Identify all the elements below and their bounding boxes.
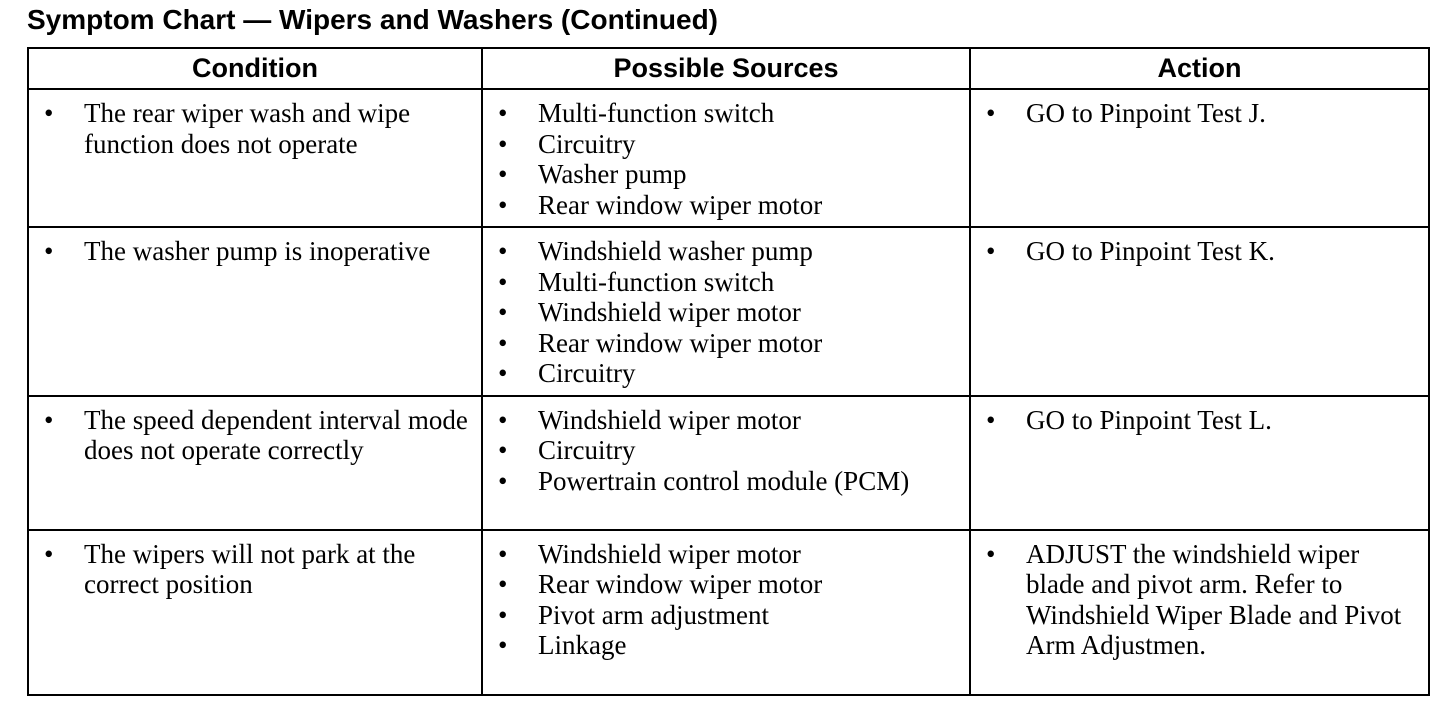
condition-cell <box>28 89 482 227</box>
list-item: • Multi-function switch <box>498 266 775 297</box>
list-item: • Pivot arm adjustment <box>498 599 769 630</box>
table-row <box>28 396 1429 530</box>
bullet-icon: • <box>498 404 508 435</box>
bullet-icon: • <box>498 327 508 358</box>
sources-cell <box>482 396 970 530</box>
bullet-icon: • <box>498 266 508 297</box>
bullet-icon: • <box>498 538 508 569</box>
condition-cell <box>28 227 482 396</box>
list-item: • ADJUST the windshield wiper blade and pivot arm. Refer to Windshield Wiper Blade and Pivot Arm Adjustmen. <box>986 538 1402 660</box>
bullet-icon: • <box>498 599 508 630</box>
chart-title: Symptom Chart — Wipers and Washers (Continued) <box>27 4 718 35</box>
list-item: • GO to Pinpoint Test L. <box>986 404 1272 435</box>
header-action: Action <box>970 48 1429 89</box>
list-item: • GO to Pinpoint Test J. <box>986 98 1266 128</box>
header-row <box>28 48 1429 89</box>
list-item: • Windshield washer pump <box>498 236 813 266</box>
bullet-icon: • <box>986 404 996 435</box>
bullet-icon: • <box>498 630 508 660</box>
table-row <box>28 89 1429 227</box>
header-condition: Condition <box>28 48 482 89</box>
condition-cell <box>28 396 482 530</box>
table-row <box>28 227 1429 396</box>
bullet-icon: • <box>498 236 508 266</box>
sources-cell <box>482 89 970 227</box>
list-item: • Washer pump <box>498 159 687 189</box>
list-item: • The rear wiper wash and wipe function does not operate <box>44 98 411 159</box>
sources-cell <box>482 227 970 396</box>
list-item: • Linkage <box>498 630 627 660</box>
list-item: • Windshield wiper motor <box>498 297 801 327</box>
list-item: • Circuitry <box>498 435 636 465</box>
list-item: • Windshield wiper motor <box>498 538 801 569</box>
table-row <box>28 530 1429 695</box>
bullet-icon: • <box>986 98 996 128</box>
list-item: • Circuitry <box>498 358 636 388</box>
list-item: • Rear window wiper motor <box>498 189 823 220</box>
bullet-icon: • <box>44 98 54 128</box>
action-cell <box>970 530 1429 695</box>
list-item: • GO to Pinpoint Test K. <box>986 236 1275 266</box>
sources-cell <box>482 530 970 695</box>
action-cell <box>970 227 1429 396</box>
list-item: • Circuitry <box>498 128 636 159</box>
list-item: • The washer pump is inoperative <box>44 236 431 266</box>
bullet-icon: • <box>498 189 508 220</box>
bullet-icon: • <box>498 569 508 599</box>
bullet-icon: • <box>498 297 508 327</box>
bullet-icon: • <box>498 98 508 128</box>
list-item: • Powertrain control module (PCM) <box>498 465 910 496</box>
symptom-table <box>27 47 1430 696</box>
bullet-icon: • <box>498 435 508 465</box>
bullet-icon: • <box>44 236 54 266</box>
list-item: • The speed dependent interval mode does not operate correctly <box>44 404 468 465</box>
bullet-icon: • <box>986 236 996 266</box>
list-item: • Rear window wiper motor <box>498 569 823 599</box>
condition-cell <box>28 530 482 695</box>
list-item: • Multi-function switch <box>498 98 775 128</box>
list-item: • Windshield wiper motor <box>498 404 801 435</box>
bullet-icon: • <box>498 128 508 159</box>
action-cell <box>970 396 1429 530</box>
bullet-icon: • <box>986 538 996 569</box>
list-item: • Rear window wiper motor <box>498 327 823 358</box>
bullet-icon: • <box>44 538 54 569</box>
bullet-icon: • <box>44 404 54 435</box>
bullet-icon: • <box>498 159 508 189</box>
bullet-icon: • <box>498 465 508 496</box>
action-cell <box>970 89 1429 227</box>
header-possible-sources: Possible Sources <box>482 48 970 89</box>
bullet-icon: • <box>498 358 508 388</box>
list-item: • The wipers will not park at the correct position <box>44 538 416 599</box>
